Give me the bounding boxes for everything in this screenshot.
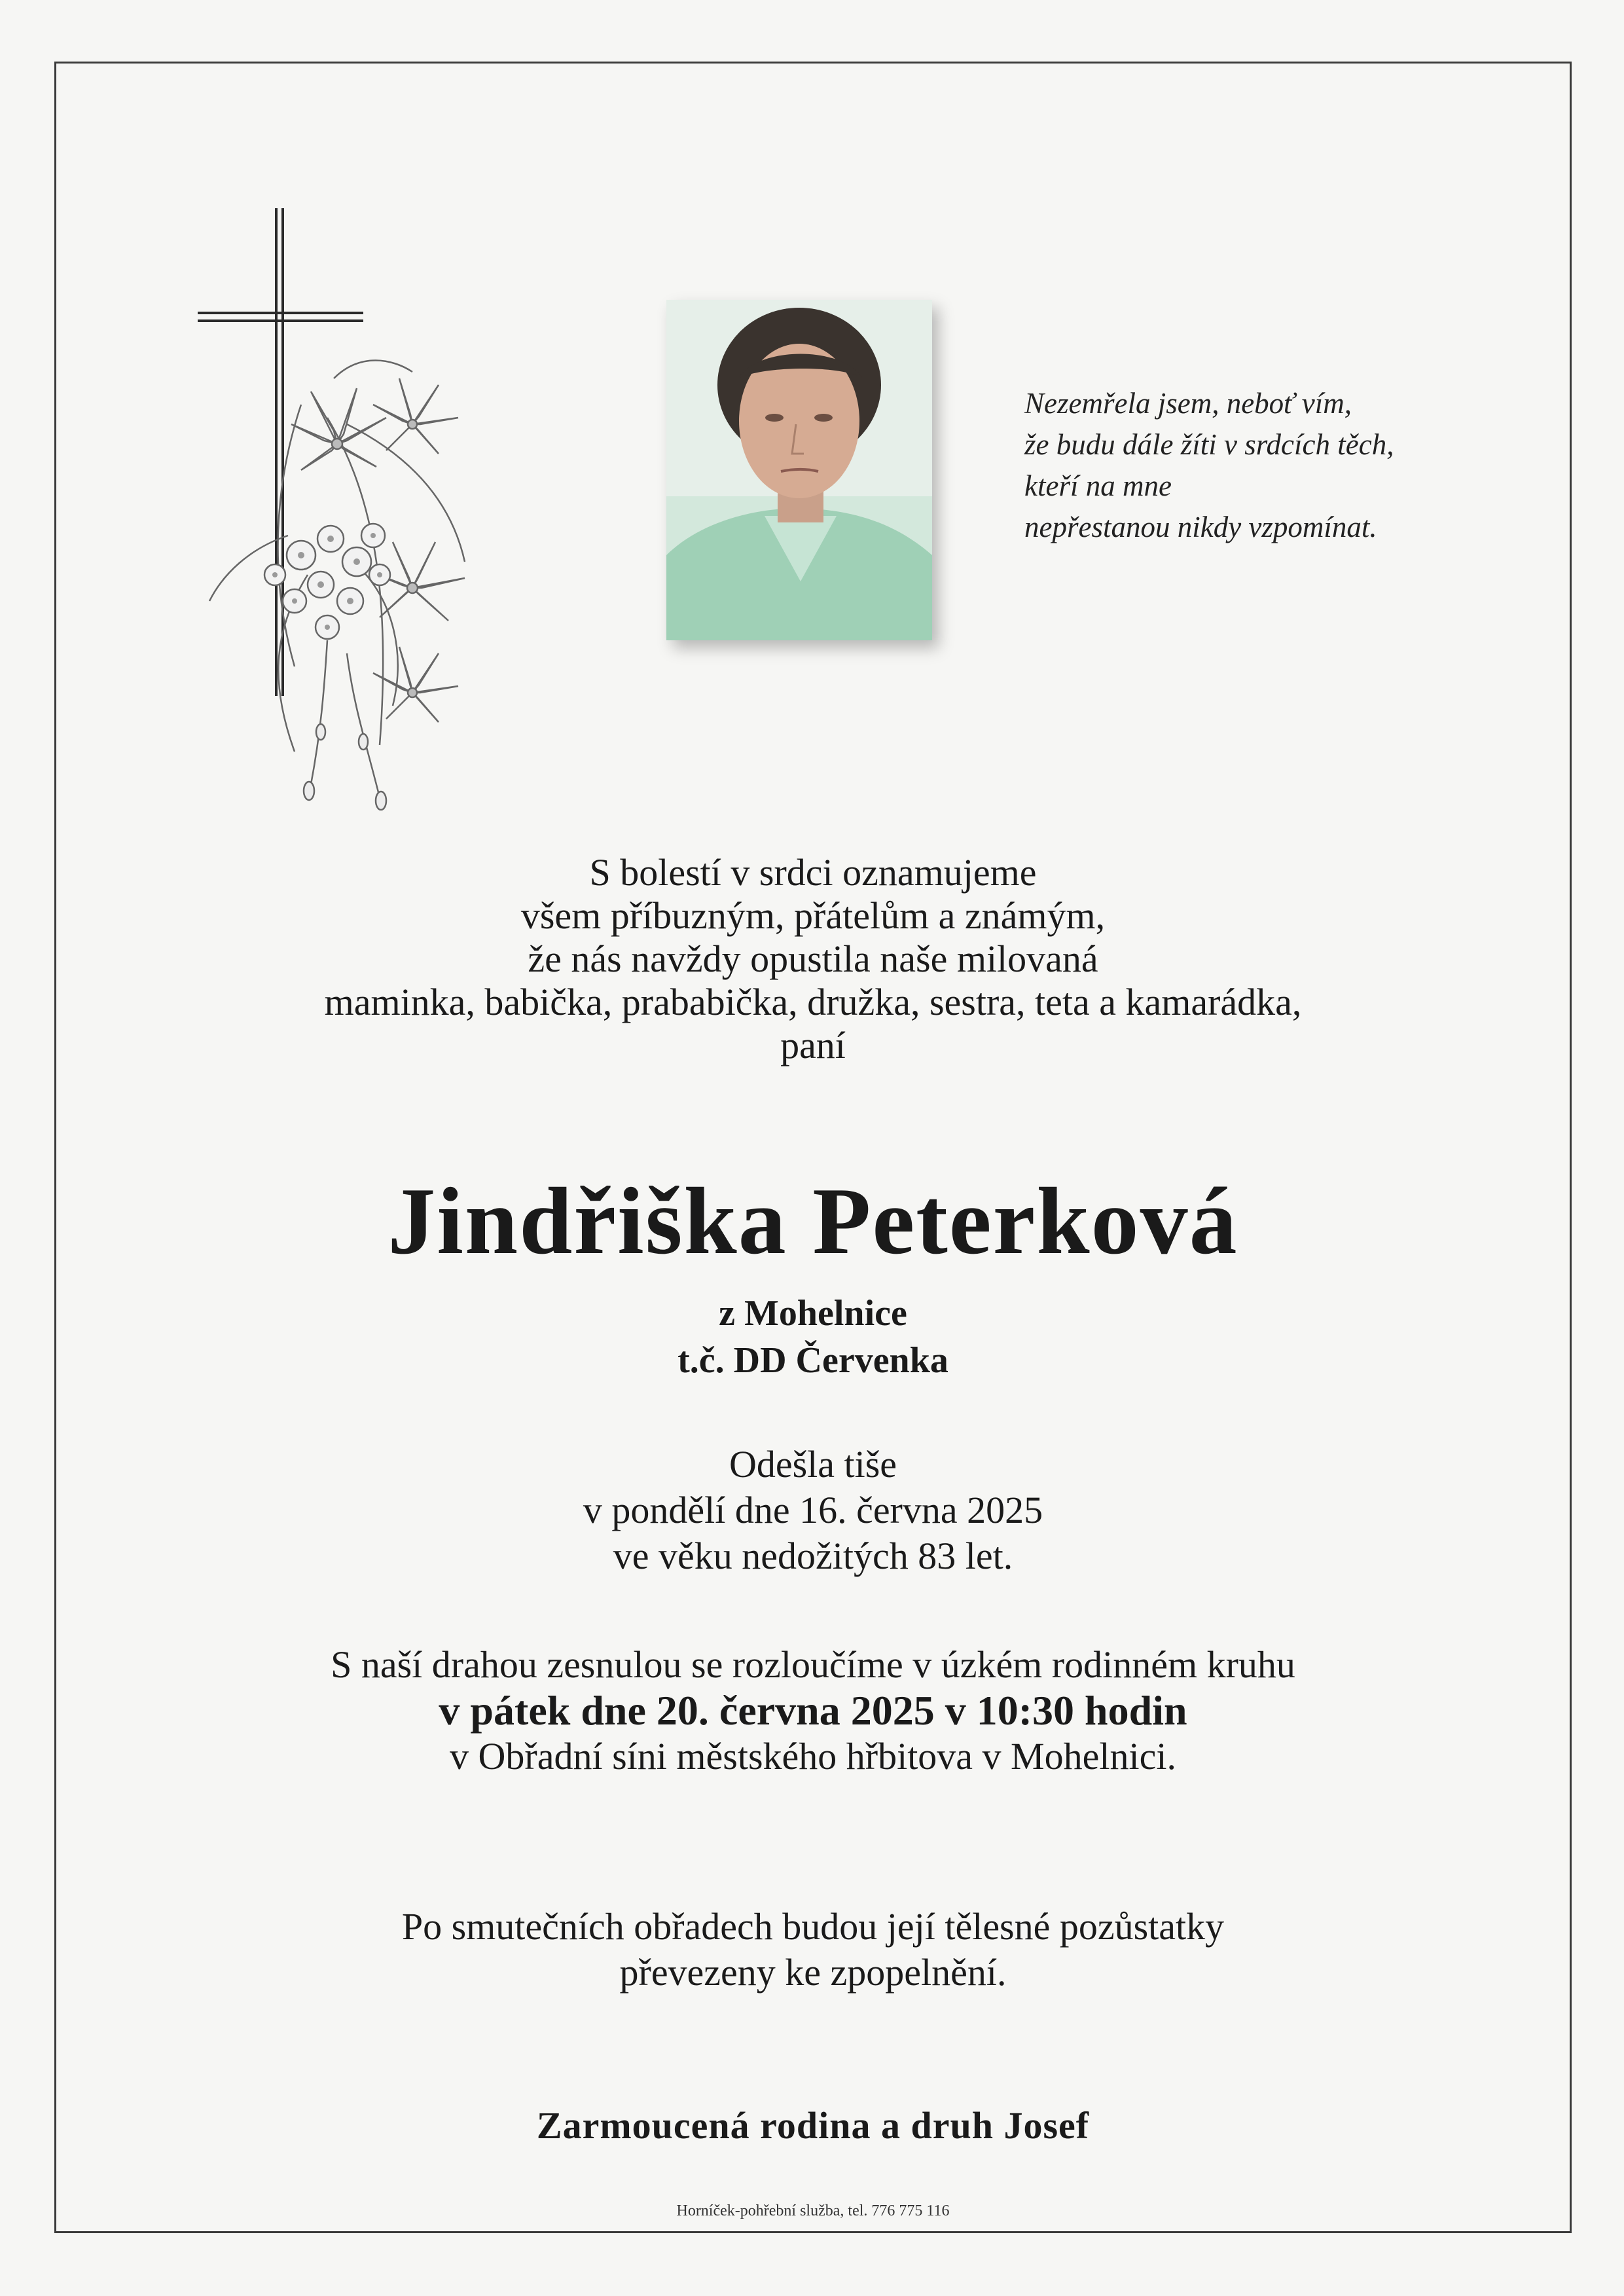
- cross-with-flowers-illustration: [196, 208, 524, 811]
- intro-line: paní: [780, 1024, 846, 1066]
- quote-line: nepřestanou nikdy vzpomínat.: [1024, 511, 1377, 543]
- funeral-info: [54, 1642, 1572, 1779]
- quote-line: kteří na mne: [1024, 469, 1172, 502]
- death-line: v pondělí dne 16. června 2025: [583, 1489, 1043, 1531]
- death-line: Odešla tiše: [729, 1443, 897, 1485]
- quote-line: že budu dále žíti v srdcích těch,: [1024, 428, 1394, 461]
- deceased-origin: z Mohelnice: [719, 1293, 907, 1334]
- lily-bouquet-icon: [209, 361, 465, 811]
- funeral-service-footer: Horníček-pohřební služba, tel. 776 775 116: [676, 2202, 950, 2219]
- cremation-info: [54, 1904, 1572, 1995]
- death-line: ve věku nedožitých 83 let.: [613, 1535, 1013, 1577]
- funeral-line: S naší drahou zesnulou se rozloučíme v úzkém rodinném kruhu: [331, 1643, 1295, 1686]
- deceased-residence: t.č. DD Červenka: [677, 1340, 948, 1381]
- cremation-line: převezeny ke zpopelnění.: [619, 1951, 1007, 1994]
- quote-line: Nezemřela jsem, neboť vím,: [1024, 387, 1352, 420]
- portrait-image-icon: [666, 300, 932, 640]
- intro-line: že nás navždy opustila naše milovaná: [528, 938, 1098, 980]
- family-signature: Zarmoucená rodina a druh Josef: [536, 2104, 1090, 2147]
- deceased-details: [54, 1290, 1572, 1384]
- announcement-intro: [54, 851, 1572, 1067]
- death-info: [54, 1442, 1572, 1579]
- funeral-location: v Obřadní síni městského hřbitova v Mohelnici.: [450, 1735, 1176, 1777]
- funeral-date-time: v pátek dne 20. června 2025 v 10:30 hodin: [439, 1687, 1187, 1734]
- cross-icon: [196, 208, 524, 811]
- cremation-line: Po smutečních obřadech budou její tělesné pozůstatky: [401, 1905, 1225, 1948]
- memorial-quote: [1024, 383, 1496, 548]
- portrait-photo: [666, 300, 932, 640]
- deceased-name: Jindřiška Peterková: [388, 1168, 1238, 1274]
- intro-line: S bolestí v srdci oznamujeme: [589, 851, 1037, 894]
- intro-line: maminka, babička, prababička, družka, sestra, teta a kamarádka,: [324, 981, 1302, 1023]
- intro-line: všem příbuzným, přátelům a známým,: [520, 894, 1106, 937]
